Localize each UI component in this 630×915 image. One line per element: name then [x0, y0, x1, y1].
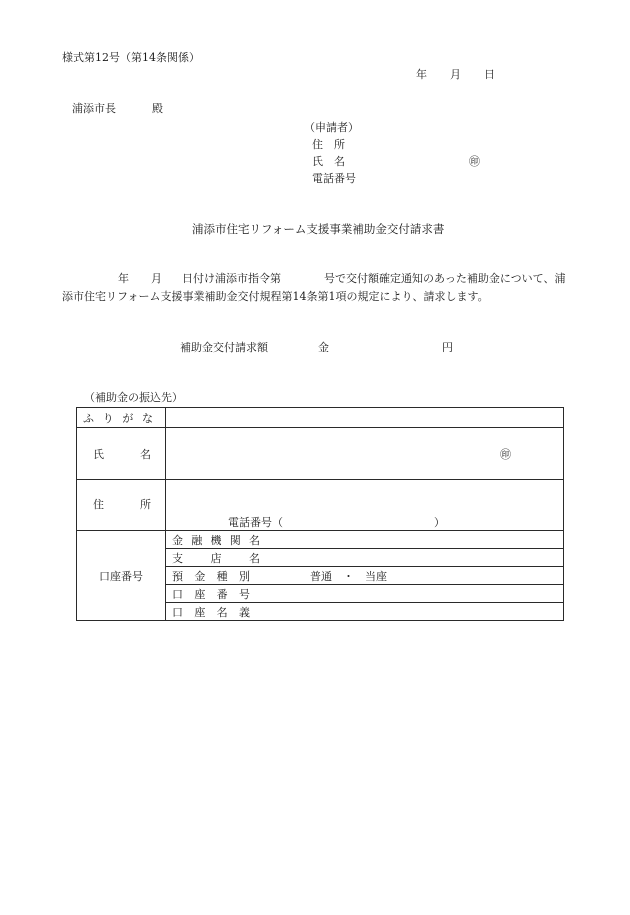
label-char: 番 [216, 587, 228, 601]
name-label-cell [77, 428, 166, 480]
account-holder-row[interactable] [166, 603, 563, 620]
label-char: 関 [229, 533, 241, 547]
name-value-cell[interactable] [166, 428, 564, 480]
amount-prefix: 金 [318, 341, 329, 354]
document-title: 浦添市住宅リフォーム支援事業補助金交付請求書 [192, 222, 445, 236]
body-line1-rest: 号で交付額確定通知のあった補助金について、浦 [324, 272, 566, 285]
phone-close: ） [434, 516, 445, 529]
applicant-address-label: 住 所 [312, 138, 345, 151]
label-char: 金 [194, 569, 206, 583]
furigana-label-cell [77, 408, 166, 428]
label-char: 号 [238, 587, 250, 601]
name-label-char: 氏 [93, 447, 104, 461]
date-month: 月 [450, 68, 461, 81]
label-char: 支 [172, 551, 183, 565]
label-char: 店 [210, 551, 222, 565]
body-line2: 添市住宅リフォーム支援事業補助金交付規程第14条第1項の規定により、請求します。 [62, 290, 489, 303]
label-char: 金 [172, 533, 183, 547]
label-char: 口 [172, 605, 183, 619]
form-number: 様式第12号（第14条関係） [62, 51, 200, 64]
label-char: 座 [194, 605, 206, 619]
address-label-char: 住 [93, 498, 104, 511]
label-char: 名 [249, 533, 260, 547]
account-row [77, 531, 564, 621]
account-label: 口座番号 [99, 569, 143, 583]
deposit-type-row[interactable] [166, 567, 563, 585]
applicant-phone-label: 電話番号 [312, 172, 356, 185]
address-label-char: 所 [140, 498, 151, 511]
label-char: 名 [249, 551, 260, 565]
name-seal: ㊞ [500, 448, 511, 461]
furigana-value-cell[interactable] [166, 408, 564, 428]
label-char: 融 [191, 533, 203, 547]
label-char: 座 [194, 587, 206, 601]
address-value-cell[interactable] [166, 480, 564, 531]
account-details-cell [166, 531, 564, 621]
address-label-cell [77, 480, 166, 531]
applicant-name-label: 氏 名 [312, 155, 345, 168]
body-year: 年 [118, 272, 129, 285]
furigana-row [77, 408, 564, 428]
bank-section-heading: （補助金の振込先） [84, 391, 183, 404]
addressee-name: 浦添市長 [72, 102, 116, 115]
account-number-row[interactable] [166, 585, 563, 603]
body-line1-mid: 日付け浦添市指令第 [182, 272, 281, 285]
label-char: 機 [210, 533, 222, 547]
date-year: 年 [416, 68, 427, 81]
furigana-char: り [102, 411, 114, 425]
name-label-char: 名 [140, 447, 151, 461]
label-char: 別 [238, 569, 250, 583]
furigana-char: な [141, 411, 153, 425]
furigana-char: ふ [83, 411, 94, 425]
amount-unit: 円 [442, 341, 453, 354]
bank-name-row[interactable] [166, 531, 563, 549]
address-row [77, 480, 564, 531]
label-char: 種 [216, 569, 228, 583]
phone-label: 電話番号（ [228, 516, 283, 529]
branch-name-row[interactable] [166, 549, 563, 567]
applicant-heading: （申請者） [304, 121, 359, 134]
addressee-honorific: 殿 [152, 102, 163, 115]
account-label-cell [77, 531, 166, 621]
body-month: 月 [151, 272, 162, 285]
bank-transfer-table [76, 407, 564, 621]
label-char: 名 [216, 605, 228, 619]
label-char: 預 [172, 569, 183, 583]
applicant-seal: ㊞ [469, 155, 480, 168]
name-row [77, 428, 564, 480]
deposit-type-options[interactable]: 普通 ・ 当座 [310, 569, 387, 583]
furigana-char: が [122, 411, 134, 425]
label-char: 義 [238, 605, 250, 619]
date-day: 日 [484, 68, 495, 81]
label-char: 口 [172, 587, 183, 601]
amount-label: 補助金交付請求額 [180, 341, 268, 354]
